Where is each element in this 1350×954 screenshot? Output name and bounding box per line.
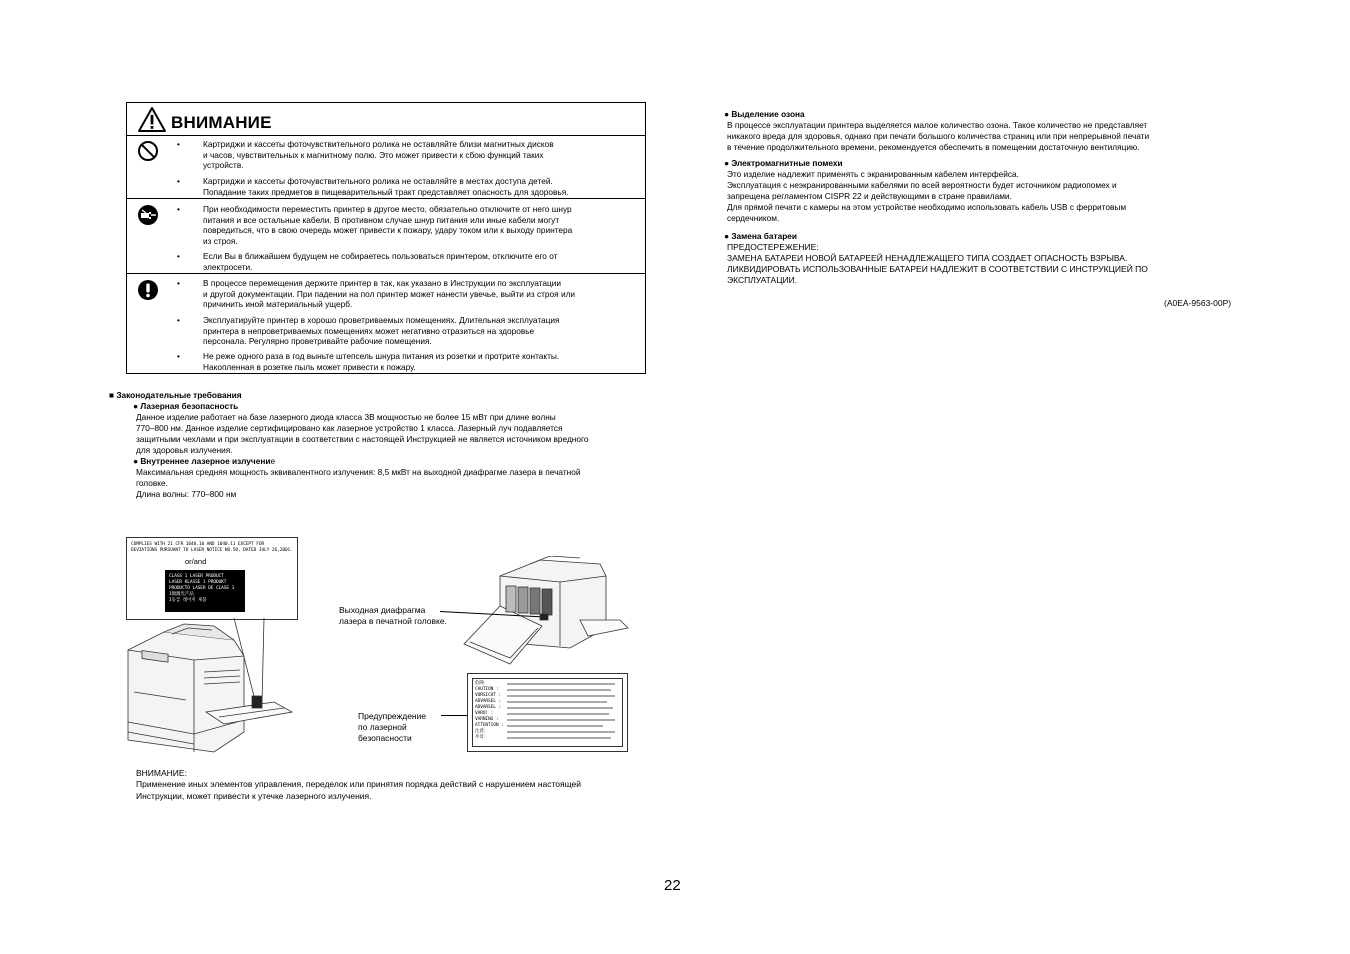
text-line: В процессе эксплуатации принтера выделяется малое количество озона. Такое количество не представляет xyxy=(727,120,1148,130)
warning-text-line: Накопленная в розетке пыль может привести к пожару. xyxy=(203,361,416,372)
callout-line: Выходная диафрагма xyxy=(339,605,426,615)
text-line: в течение продолжительного времени, рекомендуется обеспечить в помещении достаточную вентиляцию. xyxy=(727,142,1140,152)
emi-text xyxy=(727,169,1247,224)
caution-text xyxy=(136,779,676,802)
page-number: 22 xyxy=(664,877,681,894)
document-code: (A0EA-9563-00P) xyxy=(1164,298,1232,308)
warning-text-line: и другой документации. При падении на пол принтер может нанести увечье, выйти из строя или xyxy=(203,288,576,299)
legal-heading: ■ Законодательные требования xyxy=(109,390,242,400)
warning-item: • Картриджи и кассеты фоточувствительного ролика не оставляйте близи магнитных дисков и часов, чувствительных к магнитному полю. Это может привести к сбою функций таких устройств. xyxy=(177,139,637,171)
text-line: никакого вреда для здоровья, однако при печати большого количества страниц или при непрерывной печати xyxy=(727,131,1150,141)
printer-illustration-left xyxy=(124,612,294,762)
safety-label-leader-line xyxy=(441,715,468,716)
class1-line: 1類激光产品 xyxy=(169,592,194,597)
text-line: защитными чехлами и при эксплуатации в соответствии с настоящей Инструкцией не является источником вредного xyxy=(136,434,589,444)
safety-lang-line: VARO! : xyxy=(475,711,494,716)
battery-heading: ● Замена батареи xyxy=(724,231,798,241)
heading-bold-part: ● Внутреннее лазерное излучени xyxy=(133,456,271,466)
class1-text xyxy=(169,574,245,604)
prohibition-icon xyxy=(137,140,159,162)
warning-text-line: устройств. xyxy=(203,160,244,170)
callout-line: безопасности xyxy=(358,733,412,743)
safety-lang-line: ADVARSEL : xyxy=(475,705,502,710)
laser-safety-label xyxy=(467,673,628,752)
callout-line: по лазерной xyxy=(358,722,407,732)
warning-text-line: персонала. Регулярно проветривайте рабочие помещения. xyxy=(203,336,432,346)
class1-line: PRODUCTO LASER DE CLASE 1 xyxy=(169,586,235,591)
text-line: ПРЕДОСТЕРЕЖЕНИЕ: xyxy=(727,242,819,252)
printer-illustration-right xyxy=(460,556,630,668)
text-line: ЗАМЕНА БАТАРЕИ НОВОЙ БАТАРЕЕЙ НЕНАДЛЕЖАЩЕГО ТИПА СОЗДАЕТ ОПАСНОСТЬ ВЗРЫВА. xyxy=(727,253,1128,263)
class1-line: CLASS 1 LASER PRODUCT xyxy=(169,574,224,579)
text-line: для здоровья излучения. xyxy=(136,445,233,455)
warning-text-line: Если Вы в ближайшем будущем не собираетесь пользоваться принтером, отключите его от xyxy=(203,251,558,261)
exclamation-icon xyxy=(137,279,159,301)
warning-text-line: При необходимости переместить принтер в другое место, обязательно отключите от него шнур xyxy=(203,204,572,214)
laser-safety-text xyxy=(136,412,676,456)
warning-item: • Не реже одного раза в год выньте штепсель шнура питания из розетки и протрите контакты. Накопленная в розетке пыль может привести к пожару. xyxy=(177,351,637,373)
aperture-callout xyxy=(339,605,447,627)
text-line: 770–800 нм. Данное изделие сертифицировано как лазерное устройство 1 класса. Лазерный луч подавляется xyxy=(136,423,563,433)
warning-text-line: Картриджи и кассеты фоточувствительного ролика не оставляйте близи магнитных дисков xyxy=(203,139,554,149)
warning-text-line: Попадание таких предметов в пищеварительный тракт представляет опасность для здоровья. xyxy=(203,186,569,197)
warning-text-line: питания и все остальные кабели. В противном случае шнур питания или иные кабели могут xyxy=(203,214,560,225)
warning-text-line: и часов, чувствительных к магнитному полю. Это может привести к сбою функций таких xyxy=(203,149,544,160)
safety-lang-line: ATTENTION : xyxy=(475,723,504,728)
class1-line: LASER KLASSE 1 PRODUKT xyxy=(169,580,227,585)
text-line: сердечником. xyxy=(727,213,780,223)
laser-safety-heading: ● Лазерная безопасность xyxy=(133,401,239,411)
text-line: Применение иных элементов управления, переделок или принятия порядка действий с нарушением настоящей xyxy=(136,779,582,789)
text-line: Для прямой печати с камеры на этом устройстве необходимо использовать кабель USB с ферритовым xyxy=(727,202,1127,212)
text-line: ЛИКВИДИРОВАТЬ ИСПОЛЬЗОВАННЫЕ БАТАРЕИ НАДЛЕЖИТ В СООТВЕТСТВИИ С ИНСТРУКЦИЕЙ ПО xyxy=(727,264,1148,274)
warning-item: • В процессе перемещения держите принтер в так, как указано в Инструкции по эксплуатации и другой документации. При падении на пол принтер может нанести увечье, выйти из строя или причинить иной материальный ущерб. xyxy=(177,278,637,311)
safety-label-languages xyxy=(475,681,505,741)
safety-lang-line: 注意： xyxy=(475,729,489,734)
warning-text-line: причинить иной материальный ущерб. xyxy=(203,299,353,309)
warning-triangle-icon xyxy=(137,106,167,133)
compliance-text xyxy=(131,542,296,554)
safety-lang-line: VARNING : xyxy=(475,717,499,722)
warning-item: • Если Вы в ближайшем будущем не собираетесь пользоваться принтером, отключите его от электросети. xyxy=(177,251,637,273)
text-line: Данное изделие работает на базе лазерного диода класса 3B мощностью не более 15 мВт при длине волны xyxy=(136,412,556,422)
internal-laser-text xyxy=(136,467,676,500)
text-line: головке. xyxy=(136,478,168,488)
unplug-icon xyxy=(137,204,159,226)
text-line: Эксплуатация с неэкранированными кабелями по всей вероятности будет источником радиопомех и xyxy=(727,180,1117,190)
warning-text-line: В процессе перемещения держите принтер в так, как указано в Инструкции по эксплуатации xyxy=(203,278,562,288)
text-line: ЭКСПЛУАТАЦИИ. xyxy=(727,275,798,285)
text-line: запрещена регламентом CISPR 22 и действующими в стране правилами. xyxy=(727,191,1012,201)
warning-text-line: повредиться, что в свою очередь может привести к пожару, удару током или к выходу принтера xyxy=(203,225,573,235)
warning-item: • Эксплуатируйте принтер в хорошо проветриваемых помещениях. Длительная эксплуатация принтера в непроветриваемых помещениях может негативно отразиться на здоровье персонала. Регулярно проветривайте рабочие помещения. xyxy=(177,315,637,348)
heading-tail-part: е xyxy=(270,456,276,466)
callout-line: Предупреждение xyxy=(358,711,427,721)
text-line: Длина волны: 770–800 нм xyxy=(136,489,237,499)
compliance-label-box xyxy=(126,537,298,620)
internal-laser-heading xyxy=(133,456,275,467)
or-and-text: or/and xyxy=(185,557,207,566)
warning-header xyxy=(127,103,645,136)
warning-title: ВНИМАНИЕ xyxy=(171,113,272,132)
safety-lang-line: ADVARSEL : xyxy=(475,699,502,704)
warning-text-line: электросети. xyxy=(203,261,253,272)
row-divider xyxy=(127,198,645,199)
safety-lang-line: 危険： xyxy=(475,681,489,686)
compliance-line: DEVIATIONS PURSUANT TO LASER NOTICE NO.50, DATED JULY 26,2001. xyxy=(131,548,293,553)
text-line: Максимальная средняя мощность эквивалентного излучения: 8,5 мкВт на выходной диафрагме лазера в печатной xyxy=(136,467,581,477)
battery-text xyxy=(727,242,1247,286)
warning-box xyxy=(126,102,646,374)
row-divider xyxy=(127,273,645,274)
warning-text-line: Не реже одного раза в год выньте штепсель шнура питания из розетки и протрите контакты. xyxy=(203,351,560,361)
warning-text-line: принтера в непроветриваемых помещениях может негативно отразиться на здоровье xyxy=(203,325,535,336)
callout-line: лазера в печатной головке. xyxy=(339,616,447,626)
safety-lang-line: 주의： xyxy=(475,735,488,740)
warning-item: • Картриджи и кассеты фоточувствительного ролика не оставляйте в местах доступа детей. Попадание таких предметов в пищеварительный тракт представляет опасность для здоровья. xyxy=(177,176,637,198)
ozone-text xyxy=(727,120,1247,153)
class1-line: 1등급 레이저 제품 xyxy=(169,598,207,603)
emi-heading: ● Электромагнитные помехи xyxy=(724,158,843,168)
text-line: Это изделие надлежит применять с экранированным кабелем интерфейса. xyxy=(727,169,1019,179)
safety-label-fineprint xyxy=(507,681,619,744)
safety-label-callout xyxy=(358,711,426,744)
safety-label-inner xyxy=(472,678,623,747)
class1-label xyxy=(165,570,245,612)
caution-title: ВНИМАНИЕ: xyxy=(136,768,187,778)
safety-lang-line: CAUTION : xyxy=(475,687,499,692)
warning-text-line: Картриджи и кассеты фоточувствительного ролика не оставляйте в местах доступа детей. xyxy=(203,176,553,186)
text-line: Инструкции, может привести к утечке лазерного излучения. xyxy=(136,790,372,801)
warning-text-line: из строя. xyxy=(203,235,238,246)
ozone-heading: ● Выделение озона xyxy=(724,109,805,119)
warning-text-line: Эксплуатируйте принтер в хорошо проветриваемых помещениях. Длительная эксплуатация xyxy=(203,315,560,325)
warning-item: • При необходимости переместить принтер в другое место, обязательно отключите от него шнур питания и все остальные кабели. В противном случае шнур питания или иные кабели могут повредиться, что в свою очередь может привести к пожару, удару током или к выходу принтера из строя. xyxy=(177,204,637,248)
compliance-line: COMPLIES WITH 21 CFR 1040.10 AND 1040.11 EXCEPT FOR xyxy=(131,542,265,547)
safety-lang-line: VORSICHT : xyxy=(475,693,502,698)
